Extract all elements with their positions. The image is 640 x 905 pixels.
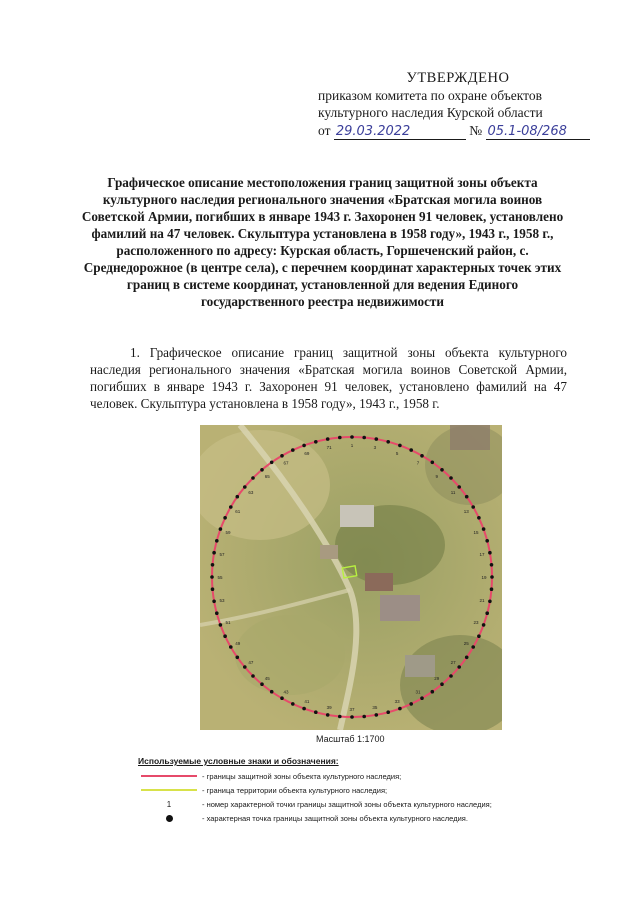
boundary-point (477, 516, 481, 520)
boundary-point-number: 51 (225, 620, 231, 626)
boundary-point-number: 35 (372, 705, 378, 710)
boundary-point (409, 448, 413, 452)
boundary-point (420, 696, 424, 700)
boundary-point (291, 448, 295, 452)
map-legend (138, 756, 578, 825)
boundary-point-number: 39 (326, 705, 332, 710)
boundary-point (477, 634, 481, 638)
boundary-point (251, 674, 255, 678)
boundary-point (211, 563, 215, 567)
legend-item-point-number (138, 797, 578, 811)
boundary-point-number: 63 (248, 490, 254, 496)
paragraph-1 (90, 344, 567, 412)
legend-text: - характерная точка границы защитной зоны объекта культурного наследия. (202, 813, 468, 823)
boundary-point (280, 454, 284, 458)
boundary-point-number: 37 (349, 707, 355, 712)
approval-signature-line (318, 122, 598, 140)
boundary-point (251, 476, 255, 480)
boundary-point (219, 623, 223, 627)
boundary-point (243, 665, 247, 669)
boundary-point-number: 1 (350, 443, 354, 448)
field-area (235, 615, 345, 695)
boundary-point-number: 41 (304, 699, 310, 704)
boundary-point (243, 485, 247, 489)
boundary-point-number: 23 (473, 620, 479, 626)
building (450, 425, 490, 450)
boundary-point (314, 710, 318, 714)
legend-item-boundary (138, 769, 578, 783)
red-line-swatch (141, 775, 197, 777)
boundary-point (223, 516, 227, 520)
boundary-point-number: 25 (463, 641, 469, 646)
boundary-point (302, 444, 306, 448)
boundary-point (338, 436, 342, 440)
approval-number: 05.1-08/268 (486, 125, 590, 140)
boundary-point (350, 715, 354, 719)
building (365, 573, 393, 591)
boundary-point (314, 440, 318, 444)
boundary-point (490, 575, 494, 579)
boundary-point (223, 634, 227, 638)
boundary-point-number: 21 (479, 597, 485, 603)
boundary-point-number: 3 (373, 445, 377, 450)
boundary-point (270, 461, 274, 465)
yellow-line-swatch (141, 789, 197, 791)
boundary-point (229, 645, 233, 649)
boundary-point-number: 27 (450, 659, 456, 665)
boundary-point (280, 696, 284, 700)
boundary-point-number: 49 (235, 641, 241, 646)
boundary-point (482, 527, 486, 531)
boundary-point-number: 17 (479, 552, 485, 558)
building (380, 595, 420, 621)
boundary-point (449, 476, 453, 480)
boundary-point (212, 551, 216, 555)
point-dot-icon (166, 815, 173, 822)
boundary-point-number: 19 (481, 575, 487, 580)
boundary-point-number: 53 (219, 597, 225, 603)
boundary-point (449, 674, 453, 678)
boundary-point (490, 563, 494, 567)
legend-text: - граница территории объекта культурного наследия; (202, 785, 388, 795)
boundary-point (386, 440, 390, 444)
boundary-point (457, 665, 461, 669)
legend-text: - границы защитной зоны объекта культурного наследия; (202, 771, 402, 781)
building (340, 505, 374, 527)
boundary-point (211, 587, 215, 591)
building (320, 545, 338, 559)
boundary-point-number: 33 (394, 699, 400, 704)
boundary-point (471, 505, 475, 509)
boundary-point (431, 461, 435, 465)
boundary-point (215, 539, 219, 543)
boundary-point-number: 65 (264, 473, 270, 479)
boundary-point-number: 45 (264, 676, 270, 682)
boundary-point (362, 715, 366, 719)
boundary-point (485, 539, 489, 543)
boundary-point (482, 623, 486, 627)
boundary-point (215, 611, 219, 615)
boundary-point-number: 29 (434, 676, 440, 682)
boundary-point (420, 454, 424, 458)
boundary-point-number: 11 (450, 490, 456, 496)
approval-title: УТВЕРЖДЕНО (406, 70, 510, 86)
map-scale: Масштаб 1:1700 (316, 734, 385, 744)
boundary-point-number: 9 (435, 473, 439, 479)
boundary-point (440, 468, 444, 472)
document-heading: Графическое описание местоположения границ защитной зоны объекта культурного наследия регионального значения «Братская могила воинов Советской Армии, погибших в январе 1943 г. Захоронен 91 человек, установлено фамилий на 47 человек. Скульптура установлена в 1958 году», 1943 г., 1958 г., расположенного по адресу: Курская область, Горшеченский район, с. Среднедорожное (в центре села), с перечнем координат характерных точек этих границ в системе координат, установленной для ведения Единого государственного реестра недвижимости (81, 175, 564, 309)
number-label: № (469, 123, 483, 138)
legend-item-point (138, 811, 578, 825)
boundary-point (471, 645, 475, 649)
boundary-point (386, 710, 390, 714)
boundary-point (229, 505, 233, 509)
boundary-point-number: 15 (473, 529, 479, 535)
boundary-point (291, 702, 295, 706)
boundary-point-number: 57 (219, 552, 225, 558)
boundary-point-number: 55 (217, 575, 223, 580)
building (405, 655, 435, 677)
boundary-point (488, 600, 492, 604)
boundary-point-number: 7 (416, 460, 420, 466)
boundary-point-number: 59 (225, 529, 231, 535)
legend-title: Используемые условные знаки и обозначения: (138, 756, 339, 766)
approval-line-1: приказом комитета по охране объектов (318, 88, 542, 103)
boundary-point (440, 682, 444, 686)
boundary-point (302, 707, 306, 711)
approval-block (318, 70, 598, 140)
paragraph-text: Графическое описание границ защитной зоны объекта культурного наследия регионального значения «Братская могила воинов Советской Армии, погибших в январе 1943 г. Захоронен 91 человек, установлено фамилий на 47 человек. Скульптура установлена в 1958 году», 1943 г., 1958 г. (90, 345, 567, 411)
boundary-point (409, 702, 413, 706)
boundary-point (326, 437, 330, 441)
boundary-point (465, 495, 469, 499)
boundary-point-number: 43 (283, 689, 289, 695)
boundary-point-number: 61 (235, 509, 241, 514)
boundary-point (431, 690, 435, 694)
boundary-point (485, 611, 489, 615)
boundary-point (375, 437, 379, 441)
boundary-point-number: 67 (283, 460, 289, 466)
boundary-map (200, 425, 502, 730)
boundary-point (350, 435, 354, 439)
boundary-point (362, 436, 366, 440)
boundary-point (326, 713, 330, 717)
boundary-point (210, 575, 214, 579)
boundary-point (338, 715, 342, 719)
boundary-point-number: 69 (304, 451, 310, 456)
paragraph-number: 1. (130, 345, 140, 360)
legend-item-territory (138, 783, 578, 797)
approval-line-2: культурного наследия Курской области (318, 105, 543, 120)
boundary-point (465, 656, 469, 660)
boundary-point (212, 600, 216, 604)
approval-date: 29.03.2022 (334, 125, 466, 140)
legend-text: - номер характерной точки границы защитной зоны объекта культурного наследия; (202, 799, 492, 809)
boundary-point (488, 551, 492, 555)
boundary-point (490, 587, 494, 591)
boundary-point-number: 47 (248, 659, 254, 665)
boundary-point-number: 71 (326, 445, 332, 450)
boundary-point (260, 468, 264, 472)
boundary-point (457, 485, 461, 489)
boundary-point (398, 707, 402, 711)
boundary-point (398, 444, 402, 448)
boundary-point-number: 31 (415, 689, 421, 695)
boundary-point (270, 690, 274, 694)
boundary-point (260, 682, 264, 686)
from-label: от (318, 123, 331, 138)
map-svg (200, 425, 502, 730)
boundary-point (236, 495, 240, 499)
boundary-point (219, 527, 223, 531)
boundary-point-number: 13 (463, 509, 469, 514)
boundary-point-number: 5 (395, 451, 399, 456)
boundary-point (375, 713, 379, 717)
boundary-point (236, 656, 240, 660)
point-number-symbol: 1 (166, 799, 172, 809)
